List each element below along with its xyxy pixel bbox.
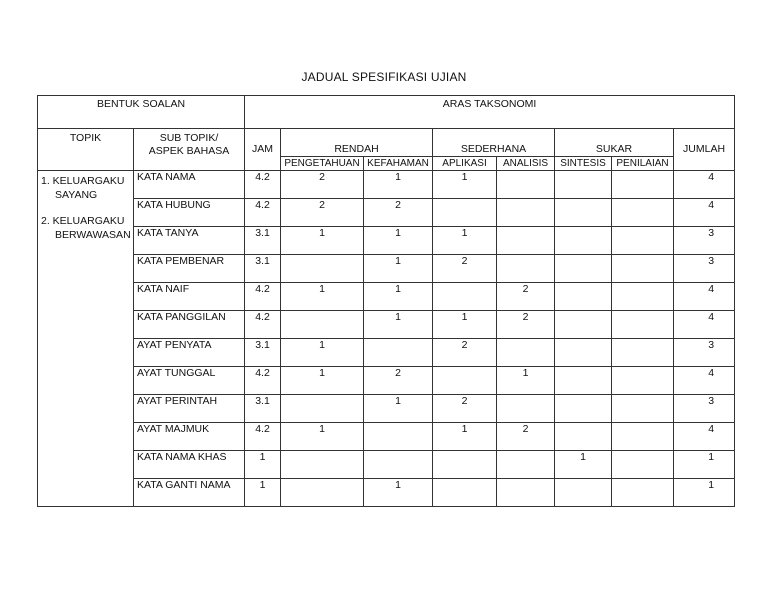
sub-topik-cell: KATA TANYA (134, 227, 245, 255)
pengetahuan-cell: 1 (281, 339, 364, 367)
jumlah-cell: 4 (674, 283, 735, 311)
topik-2-line-1: 2. KELUARGAKU (41, 215, 125, 227)
jumlah-cell: 3 (674, 339, 735, 367)
sintesis-cell (555, 199, 612, 227)
jumlah-cell: 4 (674, 171, 735, 199)
penilaian-cell (612, 171, 674, 199)
sub-topik-cell: KATA NAMA (134, 171, 245, 199)
analisis-header: ANALISIS (497, 157, 555, 171)
analisis-cell (497, 255, 555, 283)
jam-cell: 1 (245, 479, 281, 507)
aplikasi-cell: 2 (433, 395, 497, 423)
kefahaman-cell: 1 (364, 171, 433, 199)
jumlah-header: JUMLAH (674, 129, 735, 171)
penilaian-cell (612, 227, 674, 255)
kefahaman-cell: 1 (364, 395, 433, 423)
table-row (38, 311, 735, 339)
analisis-cell: 1 (497, 367, 555, 395)
penilaian-cell (612, 423, 674, 451)
table-row (38, 367, 735, 395)
topik-1-line-1: 1. KELUARGAKU (41, 175, 125, 187)
analisis-cell (497, 479, 555, 507)
aplikasi-cell (433, 451, 497, 479)
analisis-cell (497, 227, 555, 255)
jumlah-cell: 3 (674, 255, 735, 283)
jam-header: JAM (245, 129, 281, 171)
jumlah-cell: 4 (674, 199, 735, 227)
sintesis-cell (555, 395, 612, 423)
table-row (38, 283, 735, 311)
analisis-cell: 2 (497, 283, 555, 311)
pengetahuan-cell: 1 (281, 367, 364, 395)
sub-topik-cell: KATA NAMA KHAS (134, 451, 245, 479)
sub-topik-cell: KATA PEMBENAR (134, 255, 245, 283)
sub-topik-cell: KATA NAIF (134, 283, 245, 311)
analisis-cell (497, 199, 555, 227)
pengetahuan-cell: 1 (281, 423, 364, 451)
pengetahuan-cell: 2 (281, 199, 364, 227)
sintesis-cell (555, 339, 612, 367)
jumlah-cell: 1 (674, 451, 735, 479)
aplikasi-cell: 2 (433, 255, 497, 283)
table-row (38, 199, 735, 227)
aplikasi-cell: 1 (433, 171, 497, 199)
header-row-2 (38, 129, 735, 157)
sintesis-cell (555, 227, 612, 255)
jumlah-cell: 4 (674, 423, 735, 451)
aras-taksonomi-header: ARAS TAKSONOMI (245, 96, 735, 129)
jumlah-cell: 3 (674, 395, 735, 423)
sub-topik-cell: AYAT PERINTAH (134, 395, 245, 423)
rendah-header: RENDAH (281, 129, 433, 157)
kefahaman-cell: 1 (364, 227, 433, 255)
table-row (38, 395, 735, 423)
penilaian-cell (612, 339, 674, 367)
analisis-cell: 2 (497, 423, 555, 451)
jumlah-cell: 4 (674, 367, 735, 395)
sintesis-cell (555, 255, 612, 283)
jam-cell: 4.2 (245, 171, 281, 199)
pengetahuan-cell: 1 (281, 227, 364, 255)
penilaian-cell (612, 367, 674, 395)
penilaian-cell (612, 311, 674, 339)
aplikasi-cell: 1 (433, 311, 497, 339)
analisis-cell: 2 (497, 311, 555, 339)
header-row-1 (38, 96, 735, 129)
specification-table (37, 95, 735, 507)
table-row (38, 171, 735, 199)
pengetahuan-cell (281, 451, 364, 479)
jam-cell: 4.2 (245, 367, 281, 395)
penilaian-header: PENILAIAN (612, 157, 674, 171)
jam-cell: 4.2 (245, 423, 281, 451)
pengetahuan-cell (281, 479, 364, 507)
analisis-cell (497, 339, 555, 367)
aplikasi-cell (433, 479, 497, 507)
sederhana-header: SEDERHANA (433, 129, 555, 157)
sintesis-header: SINTESIS (555, 157, 612, 171)
sintesis-cell (555, 423, 612, 451)
penilaian-cell (612, 255, 674, 283)
sub-topik-cell: AYAT PENYATA (134, 339, 245, 367)
topik-1-line-2: SAYANG (55, 189, 98, 201)
table-row (38, 451, 735, 479)
pengetahuan-cell (281, 311, 364, 339)
analisis-cell (497, 451, 555, 479)
jam-cell: 4.2 (245, 199, 281, 227)
sintesis-cell (555, 479, 612, 507)
aplikasi-cell: 1 (433, 227, 497, 255)
jam-cell: 4.2 (245, 311, 281, 339)
aplikasi-cell: 2 (433, 339, 497, 367)
sub-topik-header (134, 129, 245, 171)
table-row (38, 423, 735, 451)
sintesis-cell (555, 367, 612, 395)
sub-topik-cell: KATA PANGGILAN (134, 311, 245, 339)
penilaian-cell (612, 479, 674, 507)
sub-topik-cell: AYAT MAJMUK (134, 423, 245, 451)
document-title: JADUAL SPESIFIKASI UJIAN (301, 70, 467, 84)
table-row (38, 255, 735, 283)
table-row (38, 227, 735, 255)
pengetahuan-cell (281, 255, 364, 283)
topik-header: TOPIK (38, 129, 134, 171)
sukar-header: SUKAR (555, 129, 674, 157)
sintesis-cell: 1 (555, 451, 612, 479)
kefahaman-cell (364, 423, 433, 451)
bentuk-soalan-header: BENTUK SOALAN (38, 96, 245, 129)
sub-topik-line-1: SUB TOPIK/ (159, 132, 219, 144)
sintesis-cell (555, 283, 612, 311)
sub-topik-cell: KATA HUBUNG (134, 199, 245, 227)
jam-cell: 3.1 (245, 339, 281, 367)
analisis-cell (497, 395, 555, 423)
sub-topik-line-2: ASPEK BAHASA (148, 145, 230, 157)
aplikasi-cell (433, 283, 497, 311)
topik-cell (38, 171, 134, 507)
aplikasi-cell (433, 367, 497, 395)
jam-cell: 1 (245, 451, 281, 479)
sintesis-cell (555, 311, 612, 339)
pengetahuan-cell (281, 395, 364, 423)
kefahaman-cell: 1 (364, 283, 433, 311)
sub-topik-cell: AYAT TUNGGAL (134, 367, 245, 395)
table-row (38, 479, 735, 507)
jam-cell: 3.1 (245, 395, 281, 423)
sintesis-cell (555, 171, 612, 199)
analisis-cell (497, 171, 555, 199)
table-row (38, 339, 735, 367)
pengetahuan-cell: 2 (281, 171, 364, 199)
kefahaman-cell: 2 (364, 199, 433, 227)
jumlah-cell: 1 (674, 479, 735, 507)
penilaian-cell (612, 283, 674, 311)
kefahaman-cell: 1 (364, 311, 433, 339)
sub-topik-cell: KATA GANTI NAMA (134, 479, 245, 507)
jumlah-cell: 4 (674, 311, 735, 339)
kefahaman-header: KEFAHAMAN (364, 157, 433, 171)
jumlah-cell: 3 (674, 227, 735, 255)
kefahaman-cell (364, 451, 433, 479)
kefahaman-cell: 1 (364, 255, 433, 283)
aplikasi-cell (433, 199, 497, 227)
aplikasi-cell: 1 (433, 423, 497, 451)
jam-cell: 3.1 (245, 255, 281, 283)
pengetahuan-header: PENGETAHUAN (281, 157, 364, 171)
kefahaman-cell: 2 (364, 367, 433, 395)
jam-cell: 4.2 (245, 283, 281, 311)
penilaian-cell (612, 395, 674, 423)
topik-2-line-2: BERWAWASAN (55, 229, 131, 241)
kefahaman-cell (364, 339, 433, 367)
penilaian-cell (612, 451, 674, 479)
aplikasi-header: APLIKASI (433, 157, 497, 171)
jam-cell: 3.1 (245, 227, 281, 255)
penilaian-cell (612, 199, 674, 227)
kefahaman-cell: 1 (364, 479, 433, 507)
pengetahuan-cell: 1 (281, 283, 364, 311)
